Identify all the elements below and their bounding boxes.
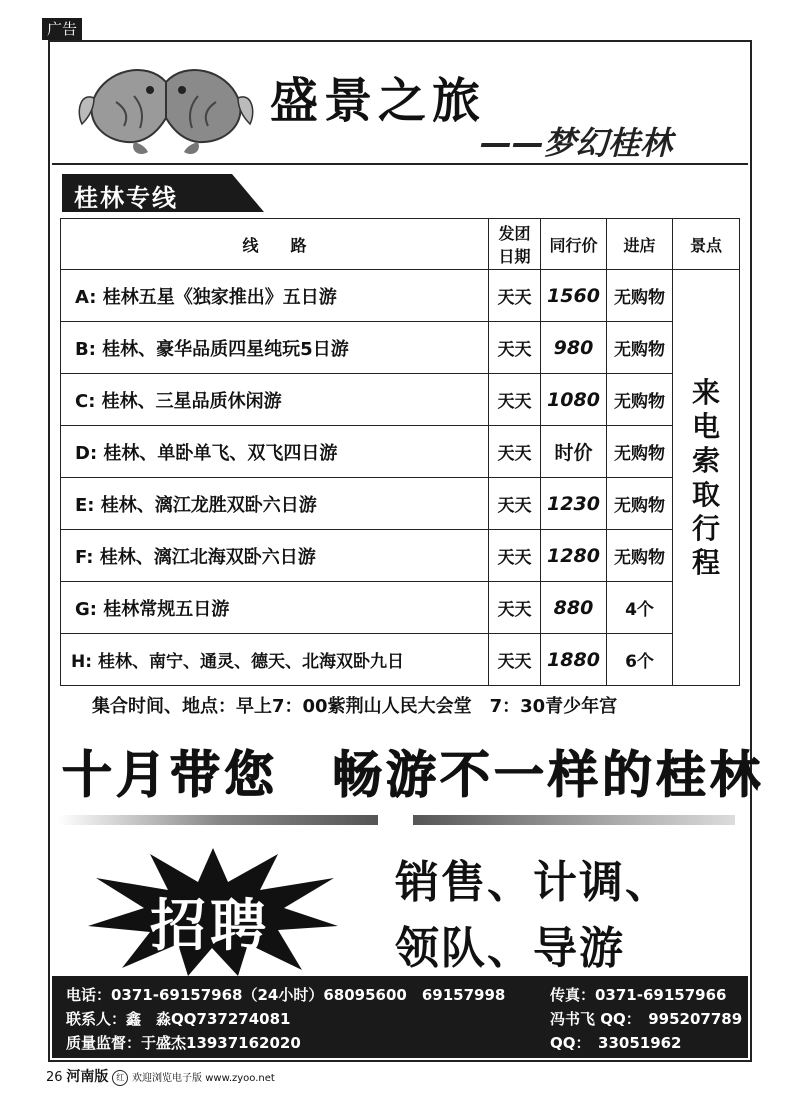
shop-info: 4个	[607, 582, 673, 634]
decorative-bar-left	[58, 815, 378, 825]
shop-info: 无购物	[607, 478, 673, 530]
route-price: 1280	[541, 530, 607, 582]
page-number: 26	[46, 1070, 63, 1085]
slogan-banner	[0, 742, 800, 806]
sights-char: 行	[691, 511, 720, 545]
table-row	[61, 634, 740, 686]
job-list	[395, 850, 671, 982]
shop-info: 无购物	[607, 322, 673, 374]
page-footer	[46, 1066, 275, 1086]
table-row	[61, 270, 740, 322]
depart-date: 天天	[489, 270, 541, 322]
depart-date: 天天	[489, 530, 541, 582]
contact-qq-2: QQ： 33051962	[550, 1034, 682, 1052]
decorative-bar-right	[413, 815, 735, 825]
table-row	[61, 374, 740, 426]
header-sights: 景点	[673, 219, 740, 270]
route-price: 880	[541, 582, 607, 634]
sights-char: 程	[691, 545, 720, 579]
sights-char: 电	[691, 409, 720, 443]
shop-info: 无购物	[607, 374, 673, 426]
shop-info: 无购物	[607, 530, 673, 582]
footer-note: 欢迎浏览电子版 www.zyoo.net	[132, 1073, 275, 1084]
depart-date: 天天	[489, 582, 541, 634]
contact-fax: 传真：0371-69157966	[550, 986, 727, 1004]
route-name: H: 桂林、南宁、通灵、德天、北海双卧九日	[61, 634, 489, 686]
route-name: C: 桂林、三星品质休闲游	[61, 374, 489, 426]
sights-char: 来	[691, 375, 720, 409]
header-depart-line1: 发团	[498, 224, 531, 243]
edition-label: 河南版	[66, 1069, 109, 1085]
contact-panel	[52, 976, 748, 1058]
sights-char: 取	[691, 477, 720, 511]
recruit-title: 招聘	[150, 894, 270, 959]
route-name: G: 桂林常规五日游	[61, 582, 489, 634]
slogan-text: 十月带您 畅游不一样的桂林	[62, 746, 764, 804]
depart-date: 天天	[489, 322, 541, 374]
depart-date: 天天	[489, 634, 541, 686]
sights-char: 索	[691, 443, 720, 477]
table-header-row	[61, 219, 740, 270]
route-name: E: 桂林、漓江龙胜双卧六日游	[61, 478, 489, 530]
contact-supervisor: 质量监督：于盛杰13937162020	[66, 1034, 301, 1052]
edition-badge-icon: 红	[112, 1070, 128, 1086]
route-name: B: 桂林、豪华品质四星纯玩5日游	[61, 322, 489, 374]
header-route: 线 路	[61, 219, 489, 270]
table-row	[61, 478, 740, 530]
contact-phone: 电话：0371-69157968（24小时）68095600 69157998	[66, 986, 506, 1004]
contact-person: 联系人：鑫 淼QQ737274081	[66, 1010, 291, 1028]
route-price: 时价	[541, 426, 607, 478]
route-price: 1230	[541, 478, 607, 530]
route-price: 1880	[541, 634, 607, 686]
depart-date: 天天	[489, 426, 541, 478]
job-line-2: 领队、导游	[395, 923, 625, 974]
route-price: 1080	[541, 374, 607, 426]
route-price: 980	[541, 322, 607, 374]
shop-info: 无购物	[607, 270, 673, 322]
route-name: F: 桂林、漓江北海双卧六日游	[61, 530, 489, 582]
contact-qq-feng: 冯书飞 QQ： 995207789	[550, 1010, 743, 1028]
brand-subtitle: ——梦幻桂林	[480, 124, 673, 162]
sights-note	[673, 270, 740, 686]
shop-info: 无购物	[607, 426, 673, 478]
brand-title: 盛景之旅	[270, 73, 487, 129]
route-table	[60, 218, 740, 686]
ad-tag: 广告	[42, 18, 82, 40]
depart-date: 天天	[489, 478, 541, 530]
route-name: A: 桂林五星《独家推出》五日游	[61, 270, 489, 322]
shop-info: 6个	[607, 634, 673, 686]
header-divider	[52, 163, 748, 165]
header-price: 同行价	[541, 219, 607, 270]
header-depart	[489, 219, 541, 270]
job-line-1: 销售、计调、	[395, 857, 671, 908]
depart-date: 天天	[489, 374, 541, 426]
table-row	[61, 426, 740, 478]
table-row	[61, 530, 740, 582]
table-row	[61, 582, 740, 634]
header-shop: 进店	[607, 219, 673, 270]
double-carp-logo-icon	[76, 62, 256, 157]
route-price: 1560	[541, 270, 607, 322]
header-depart-line2: 日期	[498, 247, 531, 266]
section-label: 桂林专线	[74, 184, 178, 212]
table-row	[61, 322, 740, 374]
route-name: D: 桂林、单卧单飞、双飞四日游	[61, 426, 489, 478]
meeting-info: 集合时间、地点：早上7：00紫荆山人民大会堂 7：30青少年宫	[92, 696, 618, 717]
